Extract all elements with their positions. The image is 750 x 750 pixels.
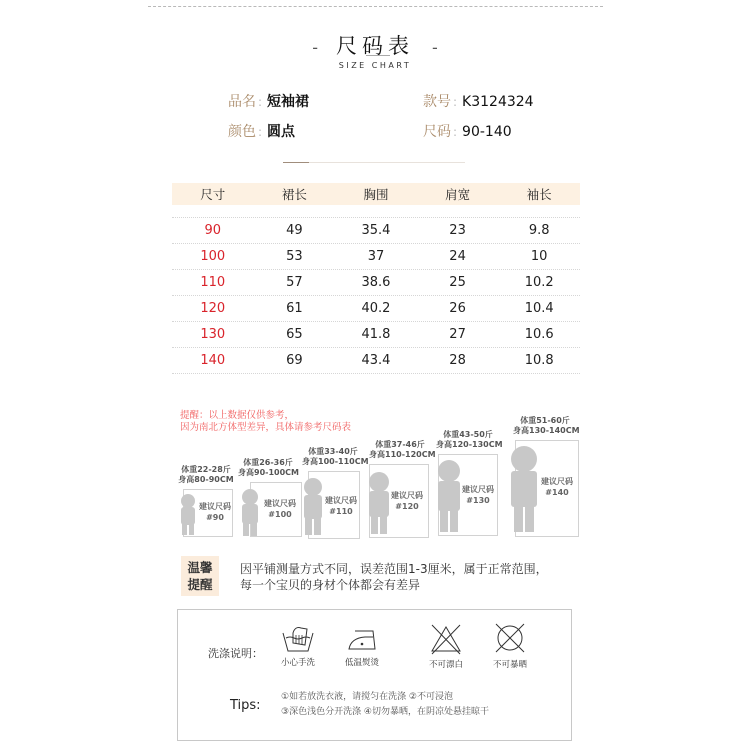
cell-shoulder: 28	[449, 353, 466, 368]
cell-chest: 35.4	[361, 223, 391, 238]
kid-recommended-size	[460, 484, 496, 506]
table-row	[172, 218, 580, 244]
colon: :	[453, 95, 458, 109]
table-row	[172, 322, 580, 348]
size-range-label: 尺码	[423, 124, 451, 140]
size-table-header	[172, 183, 580, 205]
rec-size: #90	[206, 513, 224, 522]
product-name-value: 短袖裙	[267, 94, 310, 110]
kid-height: 身高80-90CM	[178, 475, 234, 484]
cell-dress-length: 57	[286, 275, 303, 290]
cell-shoulder: 24	[449, 249, 466, 264]
kid-weight-height	[302, 447, 369, 467]
colon: :	[453, 125, 458, 139]
size-table	[172, 183, 580, 374]
title-dash-right: -	[432, 38, 438, 57]
care-item-no-bleach	[416, 623, 476, 670]
table-row	[172, 348, 580, 374]
info-divider-accent	[283, 162, 309, 163]
low-iron-icon	[345, 623, 379, 653]
rec-label: 建议尺码	[541, 477, 573, 486]
cell-size: 120	[200, 301, 226, 316]
child-silhouette-icon	[177, 493, 199, 537]
tips-title: Tips:	[230, 698, 261, 713]
size-range-field	[423, 121, 512, 141]
rec-size: #140	[545, 488, 569, 497]
tips-text	[281, 690, 489, 720]
kid-weight-height	[238, 458, 298, 478]
size-range-value: 90-140	[462, 124, 512, 140]
cell-sleeve: 9.8	[528, 223, 550, 238]
badge-line-2: 提醒	[187, 577, 213, 592]
cell-chest: 40.2	[361, 301, 391, 316]
tips-line-2: ③深色浅色分开洗涤 ④切勿暴晒，在阴凉处悬挂晾干	[281, 707, 489, 717]
kid-recommended-size	[389, 490, 425, 512]
cell-shoulder: 25	[449, 275, 466, 290]
kid-weight: 体重37-46斤	[375, 440, 425, 449]
kid-height: 身高120-130CM	[436, 440, 503, 449]
cell-size: 130	[200, 327, 226, 342]
column-header-sleeve: 袖长	[526, 187, 552, 202]
kid-height: 身高110-120CM	[369, 450, 436, 459]
kid-weight: 体重26-36斤	[243, 458, 293, 467]
table-row	[172, 296, 580, 322]
column-header-shoulder: 肩宽	[445, 187, 471, 202]
cell-chest: 38.6	[361, 275, 391, 290]
care-label: 不可漂白	[428, 660, 463, 670]
kid-height: 身高130-140CM	[513, 426, 580, 435]
care-item-low-iron	[332, 623, 392, 668]
column-header-size: 尺寸	[200, 187, 226, 202]
rec-size: #130	[466, 496, 490, 505]
table-row	[172, 270, 580, 296]
cell-dress-length: 65	[286, 327, 303, 342]
page-subtitle: SIZE CHART	[338, 61, 412, 70]
top-dashed-divider	[148, 6, 603, 7]
kid-height: 身高90-100CM	[238, 468, 299, 477]
cell-dress-length: 53	[286, 249, 303, 264]
cell-shoulder: 23	[449, 223, 466, 238]
cell-sleeve: 10.4	[524, 301, 554, 316]
rec-size: #100	[268, 510, 292, 519]
colon: :	[258, 95, 263, 109]
child-silhouette-icon	[238, 488, 262, 538]
colon: :	[258, 125, 263, 139]
cell-chest: 41.8	[361, 327, 391, 342]
rec-label: 建议尺码	[264, 499, 296, 508]
color-field	[228, 121, 295, 141]
warm-tip-text	[240, 561, 548, 593]
kid-weight-height	[177, 465, 235, 485]
rec-label: 建议尺码	[199, 502, 231, 511]
cell-size: 90	[204, 223, 222, 238]
cell-sleeve: 10	[530, 249, 548, 264]
cell-dress-length: 49	[286, 223, 303, 238]
kid-recommended-size	[322, 495, 360, 517]
hand-wash-icon	[281, 623, 315, 653]
care-title: 洗涤说明：	[208, 647, 263, 660]
notice-line-2: 因为南北方体型差异，具体请参考尺码表	[180, 422, 352, 433]
rec-size: #110	[329, 507, 353, 516]
kid-weight: 体重22-28斤	[181, 465, 231, 474]
title-dash-left: -	[312, 38, 318, 57]
care-item-no-sun-dry	[480, 621, 540, 670]
care-label: 小心手洗	[280, 658, 315, 668]
kid-recommended-size	[260, 498, 300, 520]
kid-weight: 体重33-40斤	[308, 447, 358, 456]
color-label: 颜色	[228, 124, 256, 140]
warm-tip-line-1: 因平铺测量方式不同，误差范围1-3厘米，属于正常范围，	[240, 562, 548, 576]
table-row	[172, 244, 580, 270]
cell-sleeve: 10.8	[524, 353, 554, 368]
child-silhouette-icon	[507, 446, 541, 534]
kid-weight-height	[436, 430, 503, 450]
cell-shoulder: 27	[449, 327, 466, 342]
cell-dress-length: 61	[286, 301, 303, 316]
cell-chest: 37	[367, 249, 385, 264]
notice-line-1: 提醒：以上数据仅供参考，	[180, 410, 295, 421]
cell-sleeve: 10.6	[524, 327, 554, 342]
warm-tip-line-2: 每一个宝贝的身材个体都会有差异	[240, 578, 421, 592]
reference-notice	[180, 410, 351, 434]
color-value: 圆点	[267, 124, 296, 140]
cell-dress-length: 69	[286, 353, 303, 368]
kid-weight: 体重43-50斤	[443, 430, 493, 439]
rec-label: 建议尺码	[391, 491, 423, 500]
rec-label: 建议尺码	[462, 485, 494, 494]
title-text: 尺码表	[336, 34, 414, 58]
kid-weight: 体重51-60斤	[520, 416, 570, 425]
kid-height: 身高100-110CM	[302, 457, 369, 466]
table-gap	[172, 205, 580, 218]
no-bleach-icon	[429, 623, 463, 655]
kid-recommended-size	[197, 501, 233, 523]
care-label: 不可暴晒	[492, 660, 527, 670]
title-underline	[366, 55, 390, 56]
column-header-dress-length: 裙长	[281, 187, 307, 202]
kid-weight-height	[369, 440, 436, 460]
rec-size: #120	[395, 502, 419, 511]
column-header-chest: 胸围	[363, 187, 389, 202]
badge-line-1: 温馨	[187, 560, 213, 575]
no-tumble-dry-icon	[493, 621, 527, 655]
cell-chest: 43.4	[361, 353, 391, 368]
style-number-value: K3124324	[462, 94, 534, 110]
product-name-field	[228, 91, 309, 111]
product-name-label: 品名	[228, 94, 256, 110]
kid-weight-height	[513, 416, 580, 436]
rec-label: 建议尺码	[325, 496, 357, 505]
info-divider	[283, 162, 465, 163]
cell-size: 140	[200, 353, 226, 368]
tips-line-1: ①如若放洗衣液，请搅匀在洗涤 ②不可浸泡	[281, 692, 453, 702]
care-item-hand-wash	[268, 623, 328, 668]
kid-recommended-size	[539, 476, 575, 498]
cell-size: 100	[200, 249, 226, 264]
warm-tip-badge	[181, 556, 219, 596]
style-number-field	[423, 91, 534, 111]
cell-size: 110	[200, 275, 226, 290]
cell-sleeve: 10.2	[524, 275, 554, 290]
cell-shoulder: 26	[449, 301, 466, 316]
care-label: 低温熨烫	[344, 658, 379, 668]
style-number-label: 款号	[423, 94, 451, 110]
